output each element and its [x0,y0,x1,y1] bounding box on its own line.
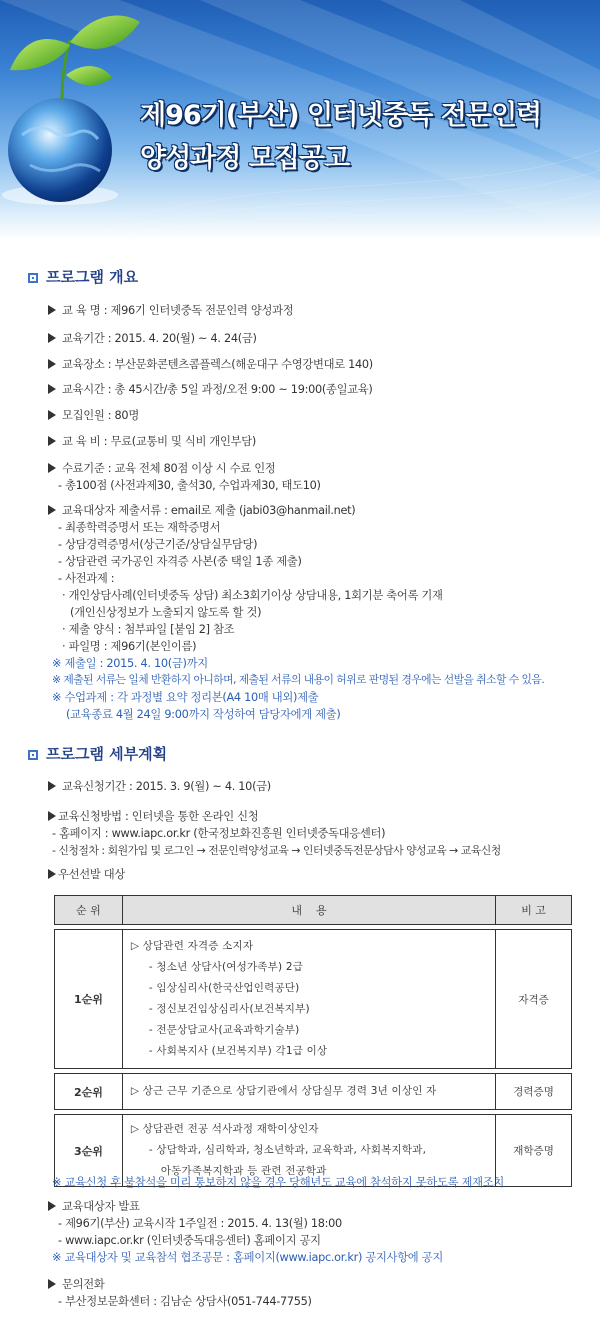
plan-contact: 문의전화 [48,1276,104,1292]
note-no-return: ※ 제출된 서류는 일체 반환하지 아니하며, 제출된 서류의 내용이 허위로 판명된 경우에는 선발을 취소할 수 있음. [52,673,545,686]
bullet-triangle-icon [48,359,56,369]
bullet-triangle-icon [48,305,56,315]
priority-table [54,895,572,1187]
note-cell: 재학증명 [496,1115,572,1187]
doc-item: · 제출 양식 : 첨부파일 [붙임 2] 참조 [62,623,235,636]
info-fee: 교 육 비 : 무료(교통비 및 식비 개인부담) [48,433,256,449]
section-square-icon [28,750,38,760]
bullet-triangle-icon [48,869,56,879]
contact-item: - 부산정보문화센터 : 김남순 상담사(051-744-7755) [58,1295,312,1308]
rank-cell: 1순위 [55,930,123,1069]
content-line: - 임상심리사(한국산업인력공단) [148,982,300,994]
bullet-triangle-icon [48,505,56,515]
info-course-name: 교 육 명 : 제96기 인터넷중독 전문인력 양성과정 [48,302,293,318]
bullet-triangle-icon [48,384,56,394]
plan-procedure: - 신청절차 : 회원가입 및 로그인 → 전문인력양성교육 → 인터넷중독전문상담사 양성교육 → 교육신청 [52,844,501,857]
announce-item: - www.iapc.or.kr (인터넷중독대응센터) 홈페이지 공지 [58,1234,321,1247]
section-square-icon [28,273,38,283]
doc-item: - 사전과제 : [58,572,115,585]
info-hours: 교육시간 : 총 45시간/총 5일 과정/오전 9:00 ~ 19:00(종일교육) [48,381,373,397]
content-cell [122,930,495,1069]
plan-announce: 교육대상자 발표 [48,1198,140,1214]
content-line: - 전문상담교사(교육과학기술부) [148,1024,300,1036]
content-cell [122,1074,495,1110]
rank-cell: 2순위 [55,1074,123,1110]
info-place: 교육장소 : 부산문화콘텐츠콤플렉스(해운대구 수영강변대로 140) [48,356,373,372]
bullet-triangle-icon [48,1201,56,1211]
content-line: - 상담학과, 심리학과, 청소년학과, 교육학과, 사회복지학과, [148,1144,427,1156]
doc-item: - 최종학력증명서 또는 재학증명서 [58,521,221,534]
section-heading-plan: 프로그램 세부계획 [28,743,167,764]
content-line: 아동가족복지학과 등 관련 전공학과 [160,1165,327,1177]
note-assignment: ※ 수업과제 : 각 과정별 요약 정리본(A4 10매 내외)제출 [52,691,319,704]
table-header-rank: 순 위 [55,896,123,925]
doc-item: · 파일명 : 제96기(본인이름) [62,640,197,653]
header-banner [0,0,600,240]
info-period: 교육기간 : 2015. 4. 20(월) ~ 4. 24(금) [48,330,257,346]
table-row [55,930,572,1069]
bullet-triangle-icon [48,811,56,821]
note-announce: ※ 교육대상자 및 교육참석 협조공문 : 홈페이지(www.iapc.or.kr) 공지사항에 공지 [52,1251,443,1264]
content-line: ▷ 상담관련 자격증 소지자 [130,940,254,952]
content-line: - 정신보건임상심리사(보건복지부) [148,1003,310,1015]
content-line: - 청소년 상담사(여성가족부) 2급 [148,961,304,973]
bullet-triangle-icon [48,1279,56,1289]
content-line: ▷ 상담관련 전공 석사과정 재학이상인자 [130,1123,319,1135]
plan-priority-title: 우선선발 대상 [48,866,125,882]
bullet-triangle-icon [48,333,56,343]
table-header-note: 비 고 [496,896,572,925]
globe-sprout-icon [0,0,150,240]
info-completion: 수료기준 : 교육 전체 80점 이상 시 수료 인정 [48,460,275,476]
bullet-triangle-icon [48,463,56,473]
bullet-triangle-icon [48,781,56,791]
announce-item: - 제96기(부산) 교육시작 1주일전 : 2015. 4. 13(월) 18:00 [58,1217,342,1230]
bullet-triangle-icon [48,410,56,420]
content-line: - 사회복지사 (보건복지부) 각1급 이상 [148,1045,328,1057]
note-absence: ※ 교육신청 후 불참석을 미리 통보하지 않을 경우 당해년도 교육에 참석하지 못하도록 제재조치 [52,1176,504,1189]
info-completion-detail: - 총100점 (사전과제30, 출석30, 수업과제30, 태도10) [58,479,321,492]
plan-homepage: - 홈페이지 : www.iapc.or.kr (한국정보화진흥원 인터넷중독대응센터) [52,827,386,840]
bullet-triangle-icon [48,436,56,446]
doc-item: (개인신상정보가 노출되지 않도록 할 것) [70,606,262,619]
table-header-row [55,896,572,925]
info-capacity: 모집인원 : 80명 [48,407,139,423]
doc-item: - 상담관련 국가공인 자격증 사본(중 택일 1종 제출) [58,555,302,568]
banner-title-line2: 양성과정 모집공고 [140,143,350,174]
note-cell: 경력증명 [496,1074,572,1110]
content-line: ▷ 상근 근무 기준으로 상담기관에서 상담실무 경력 3년 이상인 자 [130,1085,437,1097]
note-assignment-detail: (교육종료 4월 24일 9:00까지 작성하여 담당자에게 제출) [66,708,341,721]
note-deadline: ※ 제출일 : 2015. 4. 10(금)까지 [52,657,208,670]
plan-apply-method: 교육신청방법 : 인터넷을 통한 온라인 신청 [48,808,258,824]
table-header-content: 내 용 [122,896,495,925]
doc-item: · 개인상담사례(인터넷중독 상담) 최소3회기이상 상담내용, 1회기분 축어록 기재 [62,589,443,602]
doc-item: - 상담경력증명서(상근기준/상담실무담당) [58,538,258,551]
plan-apply-period: 교육신청기간 : 2015. 3. 9(월) ~ 4. 10(금) [48,778,271,794]
section-heading-overview: 프로그램 개요 [28,266,138,287]
note-cell: 자격증 [496,930,572,1069]
info-documents: 교육대상자 제출서류 : email로 제출 (jabi03@hanmail.net) [48,502,355,518]
rank-cell: 3순위 [55,1115,123,1187]
table-row [55,1074,572,1110]
banner-title-line1: 제96기(부산) 인터넷중독 전문인력 [140,100,542,131]
